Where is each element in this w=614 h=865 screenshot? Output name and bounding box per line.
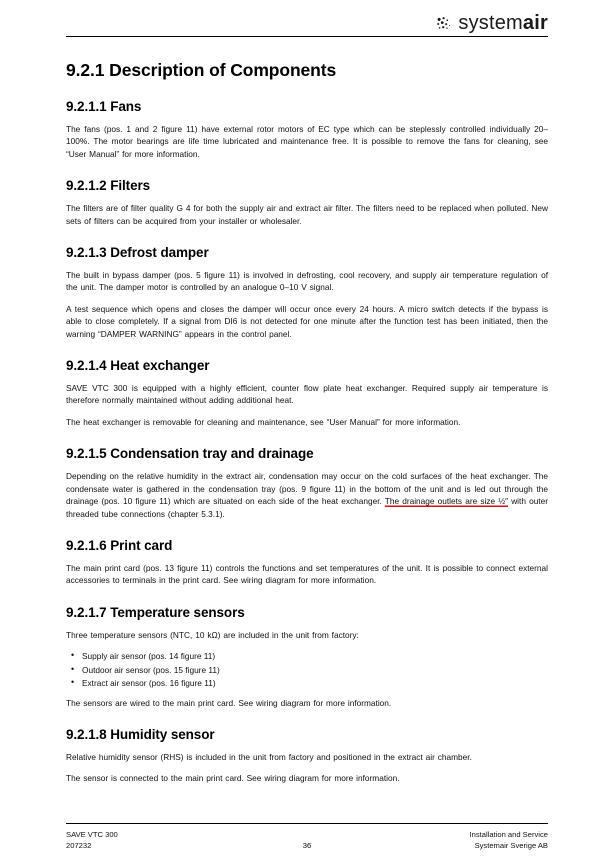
paragraph-fans-1: The fans (pos. 1 and 2 figure 11) have external rotor motors of EC type which can be steplessly controlled individually 20–100%. The motor bearings are life time lubricated and maintenance free. It is possible to remove the fans for cleaning, see “User Manual” for more information. <box>66 124 548 159</box>
paragraph-condensation-1 <box>66 470 548 520</box>
logo-swirl-icon <box>436 16 451 31</box>
footer-left-top: SAVE VTC 300 <box>66 830 118 839</box>
page-header <box>66 0 548 46</box>
paragraph-temp-sensors-outro: The sensors are wired to the main print card. See wiring diagram for more information. <box>66 697 392 708</box>
heading-heat-exchanger: 9.2.1.4 Heat exchanger <box>66 358 210 374</box>
paragraph-heat-exchanger-1: SAVE VTC 300 is equipped with a highly efficient, counter flow plate heat exchanger. Required supply air temperature is therefore normally maintained without adding additional heat. <box>66 383 548 406</box>
logo-wordmark-plain: system <box>458 12 523 34</box>
list-item: • Extract air sensor (pos. 16 figure 11) <box>66 677 548 691</box>
footer-left-bottom: 207232 <box>66 841 92 850</box>
heading-fans: 9.2.1.1 Fans <box>66 99 142 114</box>
paragraph-condensation-part1: Depending on the relative humidity in the extract air, condensation may occur on the cold surfaces of the heat exchanger. The condensate water is gathered in the condensation tray (pos. 9 figure 11) in the bottom of the unit and is led out through the drainage (pos. 10 figure 11) which are situated on each side of the heat exchanger. <box>66 471 548 507</box>
heading-condensation-tray: 9.2.1.5 Condensation tray and drainage <box>66 446 314 462</box>
temperature-sensor-list <box>66 650 548 691</box>
heading-humidity-sensor: 9.2.1.8 Humidity sensor <box>66 727 215 743</box>
page-number: 36 <box>302 841 312 850</box>
paragraph-condensation-part2: with outer threaded tube connections (chapter 5.3.1). <box>66 496 548 519</box>
systemair-logo <box>436 12 548 35</box>
section-title: 9.2.1 Description of Components <box>66 60 337 80</box>
paragraph-defrost-2: A test sequence which opens and closes the damper will occur once every 24 hours. A micro switch detects if the bypass is able to close completely. If a signal from DI6 is not detected for one minute after the function test has been initiated, then the warning “DAMPER WARNING” appears in the control panel. <box>66 303 548 339</box>
list-item: • Supply air sensor (pos. 14 figure 11) <box>66 650 548 664</box>
header-divider <box>66 36 548 37</box>
paragraph-defrost-1: The built in bypass damper (pos. 5 figure 11) is involved in defrosting, cool recovery, and supply air temperature regulation of the unit. The damper motor is controlled by an analogue 0–10 V signal. <box>66 270 548 293</box>
list-item: • Outdoor air sensor (pos. 15 figure 11) <box>66 664 548 678</box>
page-footer <box>66 823 548 851</box>
highlighted-drainage-size: The drainage outlets are size ½″ <box>384 496 509 507</box>
heading-print-card: 9.2.1.6 Print card <box>66 537 173 553</box>
paragraph-humidity-2: The sensor is connected to the main print card. See wiring diagram for more information. <box>66 773 400 784</box>
logo-wordmark-bold: air <box>522 12 548 34</box>
paragraph-heat-exchanger-2: The heat exchanger is removable for cleaning and maintenance, see “User Manual” for more information. <box>66 416 461 427</box>
footer-right-bottom: Systemair Sverige AB <box>474 841 548 850</box>
paragraph-humidity-1: Relative humidity sensor (RHS) is included in the unit from factory and positioned in the extract air chamber. <box>66 752 472 763</box>
heading-defrost-damper: 9.2.1.3 Defrost damper <box>66 245 209 261</box>
heading-temperature-sensors: 9.2.1.7 Temperature sensors <box>66 604 245 620</box>
paragraph-print-card-1: The main print card (pos. 13 figure 11) controls the functions and set temperatures of the unit. It is possible to connect external accessories to terminals in the print card. See wiring diagram for more information. <box>66 562 548 586</box>
paragraph-filters-1: The filters are of filter quality G 4 for both the supply air and extract air filter. The filters need to be replaced when polluted. New sets of filters can be acquired from your installer or wholesaler. <box>66 203 548 226</box>
footer-divider <box>66 823 548 824</box>
footer-right-top: Installation and Service <box>469 830 548 839</box>
heading-filters: 9.2.1.2 Filters <box>66 178 151 194</box>
paragraph-temp-sensors-intro: Three temperature sensors (NTC, 10 kΩ) are included in the unit from factory: <box>66 629 359 640</box>
logo-wordmark <box>458 12 548 35</box>
